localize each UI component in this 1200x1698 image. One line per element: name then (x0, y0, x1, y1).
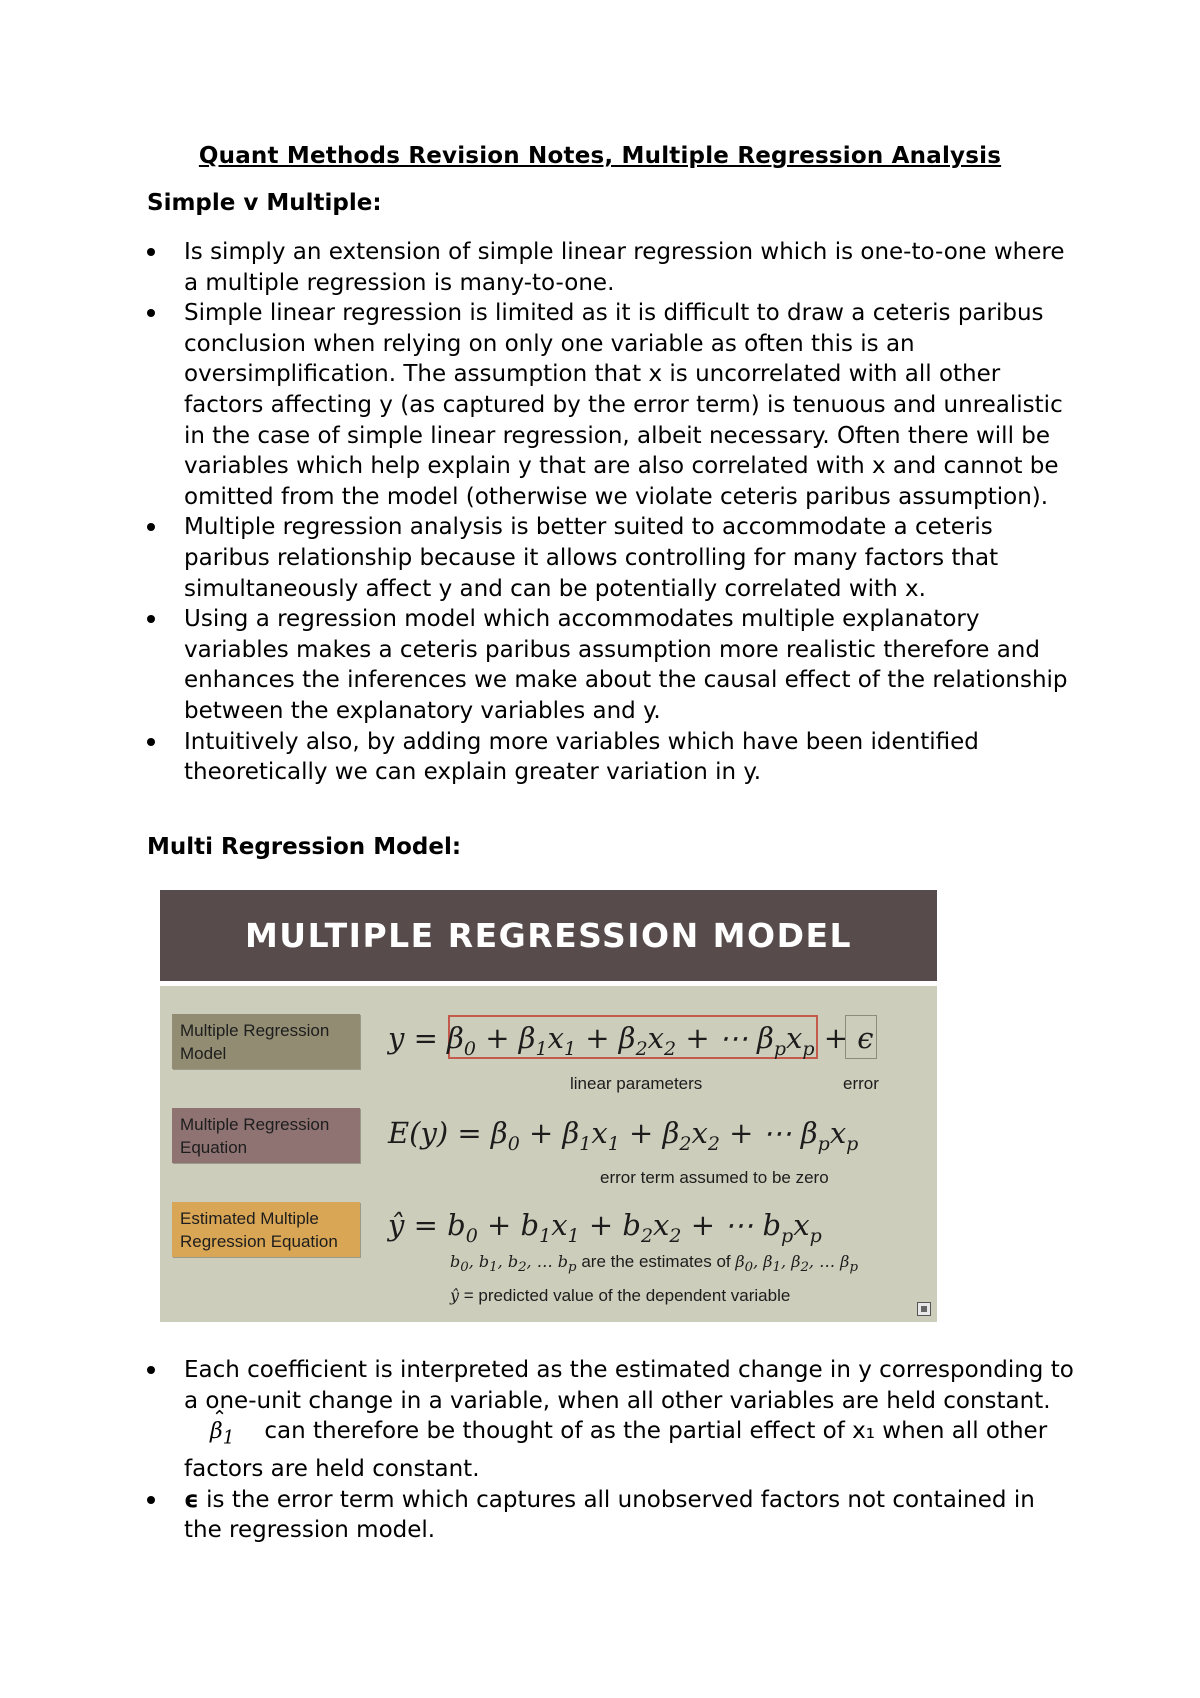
section-heading-multi-regression-model: Multi Regression Model: (147, 834, 462, 860)
slide-header: MULTIPLE REGRESSION MODEL (160, 890, 937, 981)
list-item (147, 298, 1077, 512)
bullet-icon (147, 309, 155, 317)
caption-error: error (843, 1074, 879, 1093)
bullet-icon (147, 738, 155, 746)
tag-multiple-regression-equation: Multiple Regression Equation (172, 1108, 360, 1163)
epsilon-symbol: ϵ (184, 1486, 199, 1513)
bullet-icon (147, 1366, 155, 1374)
bullet-icon (147, 1496, 155, 1504)
tag-estimated-multiple-regression-equation: Estimated Multiple Regression Equation (172, 1202, 360, 1257)
equation-regression-equation: $E(y) = \beta_0 + \beta_1x_1 + \beta_2x_2$ + ⋯ $\beta_px_p$ (388, 1116, 859, 1155)
list-item (147, 727, 1077, 788)
bullet-icon (147, 615, 155, 623)
beta-hat-symbol: ⌃ $\beta_1$ (210, 1417, 234, 1454)
bullet-icon (147, 523, 155, 531)
tag-multiple-regression-model: Multiple Regression Model (172, 1014, 360, 1069)
slide-body (160, 986, 937, 1322)
caption-predicted-text: = predicted value of the dependent variable (463, 1286, 791, 1305)
bullet-list-simple-v-multiple (147, 237, 1077, 788)
list-item (147, 1355, 1077, 1485)
bullet-text: Using a regression model which accommodates multiple explanatory variables makes a ceteris paribus assumption more realistic therefore and enhances the inferences we make about the causal effect of the relationship between the explanatory variables and y. (184, 606, 1068, 724)
list-item (147, 604, 1077, 726)
equation-estimated-regression: ŷ = $b_0 + b_1x_1 + b_2x_2$ + ⋯ $b_px_p$ (388, 1208, 822, 1247)
bullet-text: can therefore be thought of as the partial effect of x₁ when all other factors are held constant. (184, 1418, 1048, 1483)
regression-model-slide (157, 883, 939, 1326)
bullet-text: is the error term which captures all unobserved factors not contained in the regression model. (184, 1486, 1035, 1544)
bullet-text: Is simply an extension of simple linear regression which is one-to-one where a multiple regression is many-to-one. (184, 239, 1065, 296)
bullet-text: Simple linear regression is limited as it is difficult to draw a ceteris paribus conclusion when relying on only one variable as often this is an oversimplification. The assumption that x is uncorrelated with all other factors affecting y (as captured by the error term) is tenuous and unrealistic in the case of simple linear regression, albeit necessary. Often there will be variables which help explain y that are also correlated with x and cannot be omitted from the model (otherwise we violate ceteris paribus assumption). (184, 300, 1063, 510)
equation-regression-model: $y = \beta_0 + \beta_1x_1 + \beta_2x_2$ + ⋯ $\beta_px_p + \epsilon$ (388, 1021, 874, 1060)
list-item (147, 237, 1077, 298)
caption-error-zero: error term assumed to be zero (600, 1168, 829, 1187)
bullet-text: Multiple regression analysis is better suited to accommodate a ceteris paribus relationship because it allows controlling for many factors that simultaneously affect y and can be potentially correlated with x. (184, 514, 999, 602)
bullet-list-coefficients (147, 1355, 1077, 1546)
page-title: Quant Methods Revision Notes, Multiple Regression Analysis (198, 143, 1002, 169)
bullet-text: Each coefficient is interpreted as the estimated change in y corresponding to a one-unit change in a variable, when all other variables are held constant. (184, 1357, 1074, 1414)
bullet-icon (147, 248, 155, 256)
bullet-text: Intuitively also, by adding more variables which have been identified theoretically we can explain greater variation in y. (184, 728, 979, 786)
slide-control-icon (917, 1302, 931, 1316)
caption-predicted: ŷ = predicted value of the dependent variable (450, 1286, 791, 1305)
section-heading-simple-v-multiple: Simple v Multiple: (147, 190, 382, 216)
caption-estimates: $b_0$, $b_1$, $b_2$, … $b_p$ are the estimates of $\beta_0$, $\beta_1$, $\beta_2$, … $\beta_p$ (450, 1252, 858, 1276)
caption-linear-parameters: linear parameters (570, 1074, 703, 1093)
list-item (147, 512, 1077, 604)
caption-estimates-text: are the estimates of (581, 1252, 731, 1271)
list-item (147, 1485, 1077, 1546)
